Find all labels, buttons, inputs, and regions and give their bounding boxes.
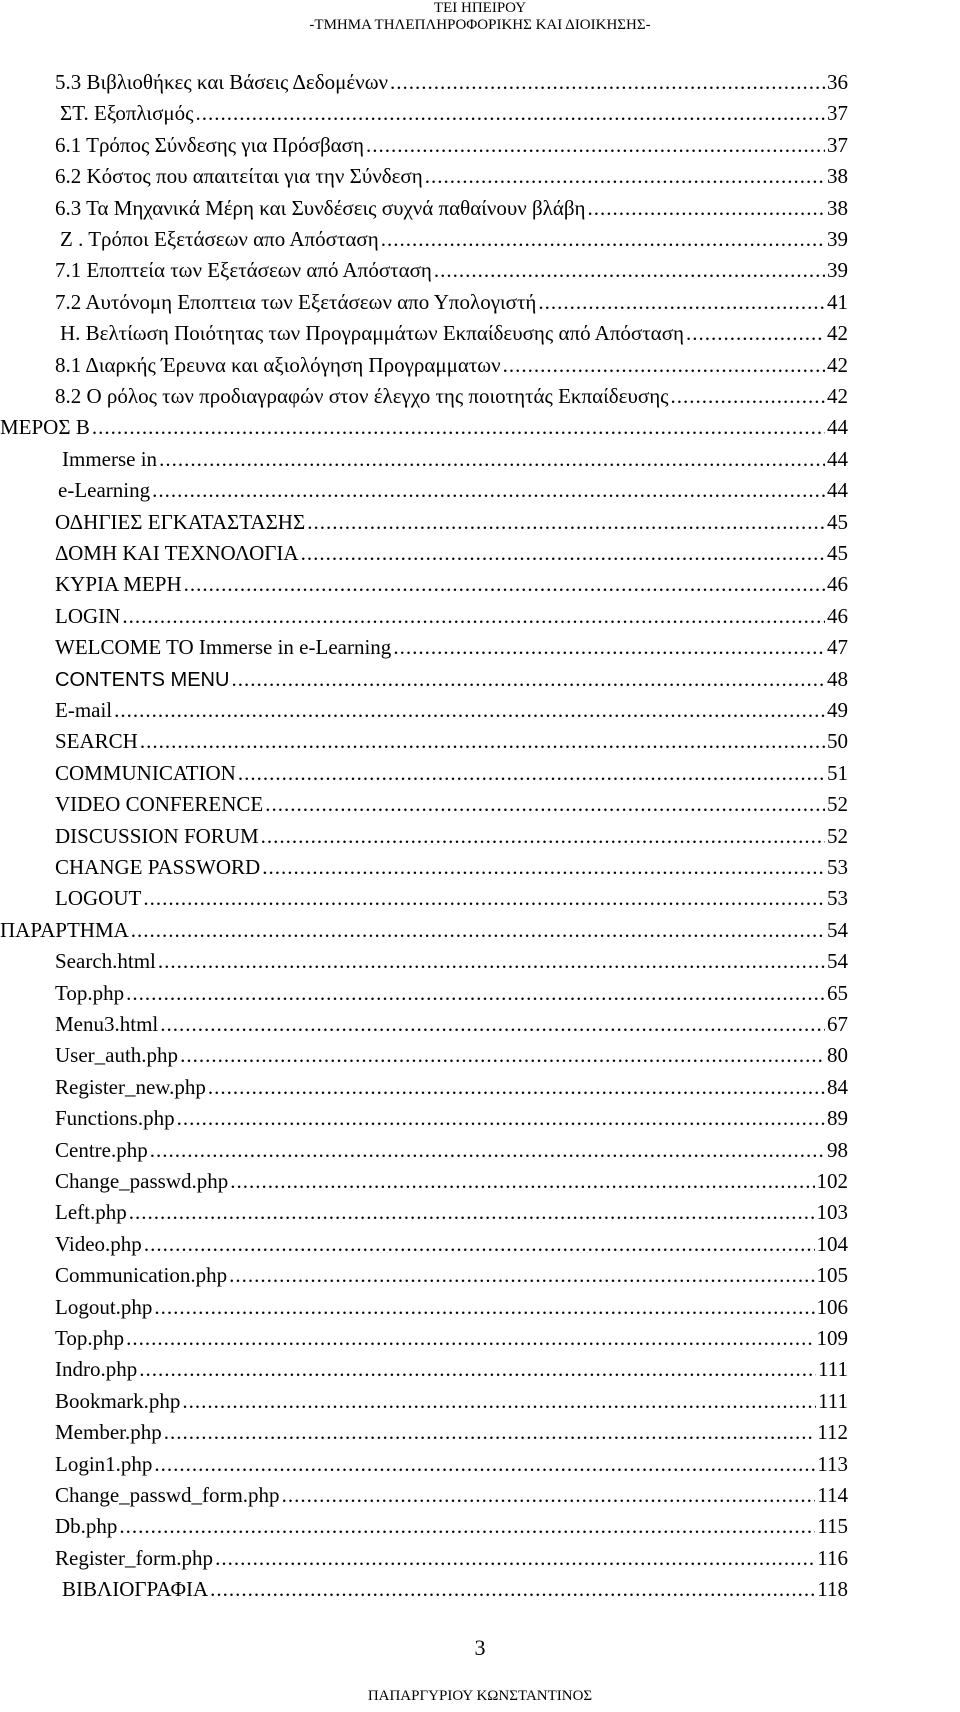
toc-entry-title: ΟΔΗΓΙΕΣ ΕΓΚΑΤΑΣΤΑΣΗΣ bbox=[55, 509, 306, 534]
toc-leader-dots bbox=[503, 353, 825, 377]
toc-leader-dots bbox=[230, 1169, 814, 1193]
toc-entry-title: 6.2 Κόστος που απαιτείται για την Σύνδεση bbox=[55, 164, 423, 189]
toc-entry bbox=[55, 824, 848, 848]
toc-entry-page: 44 bbox=[827, 478, 848, 503]
toc-leader-dots bbox=[390, 70, 825, 94]
toc-entry-page: 53 bbox=[827, 855, 848, 879]
toc-leader-dots bbox=[208, 1075, 825, 1099]
toc-entry-title: WELCOME TO Immerse in e-Learning bbox=[55, 635, 392, 660]
toc-leader-dots bbox=[114, 698, 825, 722]
toc-leader-dots bbox=[152, 478, 825, 502]
toc-entry bbox=[55, 886, 848, 910]
toc-entry-page: 98 bbox=[827, 1137, 848, 1162]
toc-entry bbox=[55, 1012, 848, 1036]
toc-leader-dots bbox=[92, 415, 825, 439]
toc-leader-dots bbox=[144, 1232, 815, 1256]
toc-entry bbox=[55, 729, 848, 753]
toc-entry bbox=[60, 101, 848, 125]
toc-entry-page: 54 bbox=[827, 917, 848, 942]
toc-entry bbox=[55, 1200, 848, 1224]
toc-entry-title: Immerse in bbox=[62, 446, 158, 471]
toc-entry-page: 42 bbox=[827, 352, 848, 377]
toc-entry bbox=[55, 384, 848, 408]
toc-entry-page: 103 bbox=[816, 1200, 848, 1225]
toc-leader-dots bbox=[184, 572, 825, 596]
toc-entry bbox=[55, 258, 848, 282]
toc-entry-title: Member.php bbox=[55, 1420, 162, 1445]
toc-entry-page: 105 bbox=[816, 1263, 848, 1288]
toc-entry-page: 44 bbox=[827, 446, 848, 471]
toc-entry bbox=[55, 1326, 848, 1350]
toc-entry-page: 39 bbox=[827, 227, 848, 251]
toc-entry-title: ΣΤ. Εξοπλισμός bbox=[60, 101, 194, 126]
toc-leader-dots bbox=[262, 855, 825, 879]
toc-entry bbox=[55, 1075, 848, 1099]
toc-entry-title: LOGOUT bbox=[55, 886, 142, 911]
toc-entry-title: Communication.php bbox=[55, 1263, 228, 1288]
toc-leader-dots bbox=[282, 1483, 816, 1507]
toc-entry-page: 114 bbox=[817, 1483, 848, 1507]
toc-entry-title: CHANGE PASSWORD bbox=[55, 855, 261, 879]
toc-entry bbox=[55, 572, 848, 596]
toc-entry-page: 111 bbox=[818, 1388, 848, 1413]
toc-entry-page: 46 bbox=[827, 603, 848, 628]
toc-entry bbox=[55, 635, 848, 659]
toc-entry-title: 7.1 Εποπτεία των Εξετάσεων από Απόσταση bbox=[55, 258, 432, 283]
toc-entry bbox=[55, 855, 848, 879]
toc-leader-dots bbox=[393, 635, 825, 659]
toc-entry-page: 49 bbox=[827, 698, 848, 722]
toc-entry bbox=[55, 70, 848, 94]
toc-entry-page: 52 bbox=[827, 792, 848, 817]
toc-entry bbox=[55, 541, 848, 565]
toc-entry bbox=[55, 1232, 848, 1256]
toc-entry-page: 115 bbox=[817, 1514, 848, 1539]
toc-entry-title: User_auth.php bbox=[55, 1043, 179, 1068]
toc-entry-page: 36 bbox=[827, 70, 848, 94]
toc-entry bbox=[55, 1420, 848, 1444]
toc-entry bbox=[55, 1295, 848, 1319]
toc-entry-title: ΒΙΒΛΙΟΓΡΑΦΙΑ bbox=[62, 1577, 209, 1602]
toc-entry-page: 38 bbox=[827, 164, 848, 189]
toc-entry bbox=[55, 667, 848, 691]
toc-entry-page: 89 bbox=[827, 1106, 848, 1131]
toc-entry-page: 53 bbox=[827, 886, 848, 911]
toc-entry-title: E-mail bbox=[55, 698, 113, 722]
toc-leader-dots bbox=[177, 1106, 825, 1130]
toc-entry-page: 41 bbox=[827, 289, 848, 314]
toc-entry-page: 109 bbox=[816, 1326, 848, 1350]
toc-entry bbox=[0, 415, 848, 439]
toc-entry-page: 67 bbox=[827, 1012, 848, 1036]
toc-entry bbox=[55, 510, 848, 534]
toc-entry bbox=[55, 949, 848, 973]
toc-entry-title: e-Learning bbox=[58, 478, 151, 503]
toc-entry-page: 47 bbox=[827, 635, 848, 660]
toc-entry bbox=[60, 321, 848, 345]
toc-entry bbox=[55, 698, 848, 722]
toc-leader-dots bbox=[154, 1452, 815, 1476]
toc-entry bbox=[55, 1546, 848, 1570]
toc-entry-page: 51 bbox=[827, 760, 848, 785]
toc-entry-title: DISCUSSION FORUM bbox=[55, 823, 259, 848]
toc-leader-dots bbox=[164, 1420, 816, 1444]
toc-entry-page: 42 bbox=[827, 321, 848, 346]
toc-entry bbox=[55, 792, 848, 816]
toc-entry bbox=[55, 1483, 848, 1507]
toc-leader-dots bbox=[434, 258, 825, 282]
toc-leader-dots bbox=[229, 1263, 814, 1287]
toc-leader-dots bbox=[588, 196, 825, 220]
toc-entry-page: 116 bbox=[817, 1545, 848, 1570]
toc-entry-title: Left.php bbox=[55, 1200, 127, 1225]
page-footer-author: ΠΑΠΑΡΓΥΡΙΟΥ ΚΩΝΣΤΑΝΤΙΝΟΣ bbox=[367, 1688, 593, 1704]
toc-entry-title: Centre.php bbox=[55, 1137, 148, 1162]
toc-entry-title: 6.3 Τα Μηχανικά Μέρη και Συνδέσεις συχνά παθαίνουν βλάβη bbox=[55, 195, 586, 220]
toc-entry-title: Login1.php bbox=[55, 1451, 153, 1476]
toc-entry-page: 54 bbox=[827, 949, 848, 974]
toc-entry bbox=[55, 1043, 848, 1067]
toc-entry-title: ΠΑΡΑΡΤΗΜΑ bbox=[0, 917, 129, 942]
toc-entry-page: 102 bbox=[816, 1169, 848, 1193]
toc-leader-dots bbox=[159, 447, 825, 471]
toc-entry bbox=[58, 478, 848, 502]
toc-entry bbox=[55, 1106, 848, 1130]
toc-entry-title: Search.html bbox=[55, 949, 156, 974]
toc-entry-title: Functions.php bbox=[55, 1106, 175, 1131]
toc-entry-title: 6.1 Τρόπος Σύνδεσης για Πρόσβαση bbox=[55, 132, 364, 157]
toc-leader-dots bbox=[139, 1357, 816, 1381]
toc-entry bbox=[55, 761, 848, 785]
toc-entry-title: Menu3.html bbox=[55, 1012, 159, 1036]
toc-leader-dots bbox=[129, 1200, 815, 1224]
toc-leader-dots bbox=[131, 918, 825, 942]
toc-entry-page: 37 bbox=[827, 132, 848, 157]
toc-leader-dots bbox=[210, 1577, 815, 1601]
toc-leader-dots bbox=[119, 1514, 815, 1538]
toc-leader-dots bbox=[195, 101, 825, 125]
toc-entry bbox=[55, 604, 848, 628]
toc-leader-dots bbox=[180, 1043, 825, 1067]
toc-entry-page: 80 bbox=[827, 1043, 848, 1068]
toc-entry-title: SEARCH bbox=[55, 729, 138, 754]
toc-entry-page: 112 bbox=[817, 1420, 848, 1445]
toc-entry-page: 39 bbox=[827, 258, 848, 283]
header-department: -ΤΜΗΜΑ ΤΗΛΕΠΛΗΡΟΦΟΡΙΚΗΣ ΚΑΙ ΔΙΟΙΚΗΣΗΣ- bbox=[309, 17, 651, 33]
toc-leader-dots bbox=[182, 1389, 816, 1413]
toc-entry-page: 46 bbox=[827, 572, 848, 597]
toc-entry bbox=[55, 353, 848, 377]
toc-entry-title: Change_passwd_form.php bbox=[55, 1483, 280, 1507]
toc-entry-title: 5.3 Βιβλιοθήκες και Βάσεις Δεδομένων bbox=[55, 70, 389, 94]
toc-leader-dots bbox=[301, 541, 825, 565]
toc-entry-title: Logout.php bbox=[55, 1294, 153, 1319]
toc-entry-page: 111 bbox=[818, 1357, 848, 1382]
toc-leader-dots bbox=[122, 604, 825, 628]
toc-entry bbox=[55, 1263, 848, 1287]
toc-entry-title: Register_new.php bbox=[55, 1074, 206, 1099]
toc-entry-title: COMMUNICATION bbox=[55, 760, 236, 785]
toc-leader-dots bbox=[126, 981, 825, 1005]
toc-entry-title: Indro.php bbox=[55, 1357, 138, 1382]
toc-entry-page: 50 bbox=[827, 729, 848, 754]
toc-entry-page: 104 bbox=[816, 1231, 848, 1256]
page-number: 3 bbox=[474, 1635, 486, 1660]
toc-entry bbox=[55, 1514, 848, 1538]
toc-entry-title: 8.2 Ο ρόλος των προδιαγραφών στον έλεγχο της ποιοτητάς Εκπαίδευσης bbox=[55, 384, 669, 408]
toc-leader-dots bbox=[143, 886, 825, 910]
toc-leader-dots bbox=[238, 761, 825, 785]
toc-entry-title: Db.php bbox=[55, 1514, 118, 1539]
toc-entry bbox=[55, 1169, 848, 1193]
toc-entry-title: VIDEO CONFERENCE bbox=[55, 792, 264, 817]
toc-entry-title: Video.php bbox=[55, 1231, 142, 1256]
toc-entry-page: 44 bbox=[827, 415, 848, 440]
toc-entry-page: 48 bbox=[827, 666, 848, 691]
toc-entry-page: 37 bbox=[827, 101, 848, 126]
toc-leader-dots bbox=[140, 729, 825, 753]
toc-entry bbox=[55, 133, 848, 157]
toc-leader-dots bbox=[261, 824, 825, 848]
toc-entry-page: 118 bbox=[817, 1577, 848, 1602]
toc-entry-title: ΚΥΡΙΑ ΜΕΡΗ bbox=[55, 572, 182, 597]
toc-entry-title: 8.1 Διαρκής Έρευνα και αξιολόγηση Προγραμματων bbox=[55, 352, 501, 377]
toc-leader-dots bbox=[215, 1546, 815, 1570]
toc-entry-page: 65 bbox=[827, 980, 848, 1005]
toc-entry-title: LOGIN bbox=[55, 603, 121, 628]
toc-leader-dots bbox=[307, 510, 825, 534]
toc-entry bbox=[55, 1389, 848, 1413]
toc-entry bbox=[55, 1452, 848, 1476]
toc-leader-dots bbox=[686, 321, 825, 345]
toc-entry bbox=[0, 918, 848, 942]
toc-entry-title: Top.php bbox=[55, 980, 125, 1005]
toc-leader-dots bbox=[158, 949, 825, 973]
header-institution: ΤΕΙ ΗΠΕΙΡΟΥ bbox=[433, 0, 527, 16]
toc-leader-dots bbox=[160, 1012, 825, 1036]
toc-leader-dots bbox=[150, 1138, 825, 1162]
toc-entry bbox=[55, 1138, 848, 1162]
toc-entry-page: 52 bbox=[827, 823, 848, 848]
toc-entry-title: 7.2 Αυτόνομη Εποπτεια των Εξετάσεων απο Υπολογιστή bbox=[55, 289, 537, 314]
toc-entry bbox=[62, 1577, 848, 1601]
toc-entry-page: 84 bbox=[827, 1074, 848, 1099]
toc-entry-title: Top.php bbox=[55, 1326, 125, 1350]
toc-entry-page: 45 bbox=[827, 541, 848, 565]
page-header bbox=[0, 0, 960, 34]
toc-leader-dots bbox=[425, 164, 825, 188]
toc-leader-dots bbox=[366, 133, 825, 157]
toc-leader-dots bbox=[381, 227, 825, 251]
toc-entry bbox=[62, 447, 848, 471]
toc-entry bbox=[55, 981, 848, 1005]
toc-entry bbox=[55, 1357, 848, 1381]
toc-leader-dots bbox=[231, 667, 825, 691]
toc-entry-title: ΜΕΡΟΣ Β bbox=[0, 415, 90, 440]
toc-entry-title: Η. Βελτίωση Ποιότητας των Προγραμμάτων Εκπαίδευσης από Απόσταση bbox=[60, 321, 684, 346]
toc-entry-title: Change_passwd.php bbox=[55, 1169, 229, 1193]
toc-leader-dots bbox=[154, 1295, 814, 1319]
toc-entry bbox=[60, 227, 848, 251]
toc-entry-title: CONTENTS MENU bbox=[55, 668, 230, 691]
toc-entry-page: 42 bbox=[827, 384, 848, 408]
toc-entry-page: 38 bbox=[827, 195, 848, 220]
toc-entry-page: 106 bbox=[816, 1294, 848, 1319]
toc-entry-title: ΔΟΜΗ ΚΑΙ ΤΕΧΝΟΛΟΓΙΑ bbox=[55, 541, 299, 565]
toc-entry-title: Ζ . Τρόποι Εξετάσεων απο Απόσταση bbox=[60, 227, 379, 251]
toc-entry bbox=[55, 196, 848, 220]
toc-leader-dots bbox=[126, 1326, 814, 1350]
toc-entry-page: 113 bbox=[817, 1451, 848, 1476]
toc-entry-page: 45 bbox=[827, 509, 848, 534]
toc-leader-dots bbox=[538, 290, 825, 314]
toc-entry-title: Bookmark.php bbox=[55, 1388, 181, 1413]
toc-entry bbox=[55, 290, 848, 314]
toc-entry-title: Register_form.php bbox=[55, 1545, 214, 1570]
toc-leader-dots bbox=[265, 792, 825, 816]
toc-leader-dots bbox=[671, 384, 825, 408]
toc-entry bbox=[55, 164, 848, 188]
